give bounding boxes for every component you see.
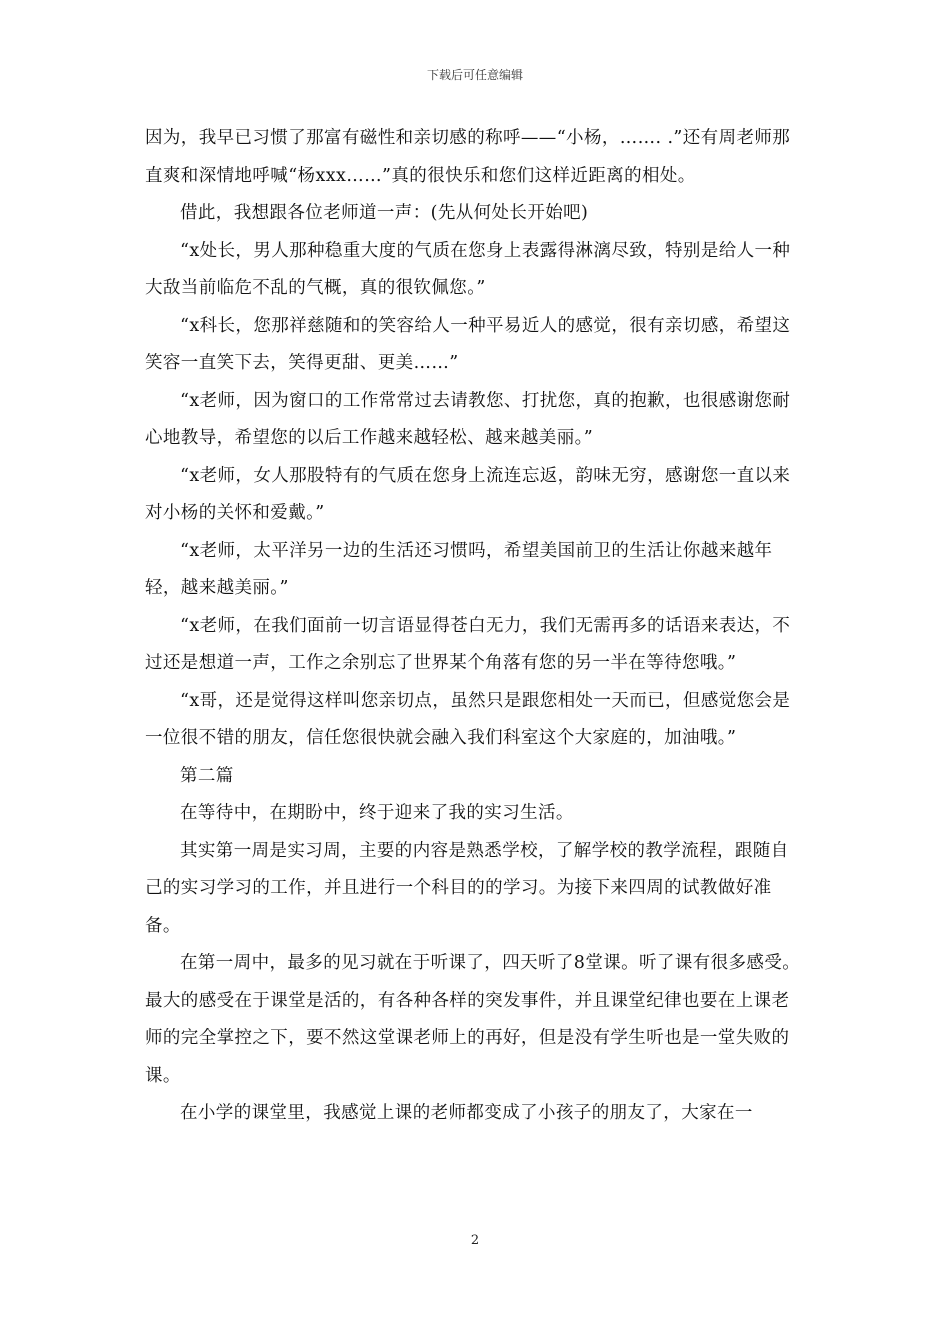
paragraph: 其实第一周是实习周，主要的内容是熟悉学校，了解学校的教学流程，跟随自己的实习学习的工作，并且进行一个科目的的学习。为接下来四周的试教做好准备。 xyxy=(145,840,789,936)
paragraph: “x老师，在我们面前一切言语显得苍白无力，我们无需再多的话语来表达，不过还是想道一声，工作之余别忘了世界某个角落有您的另一半在等待您哦。” xyxy=(145,615,791,673)
page-header: 下载后可任意编辑 xyxy=(426,68,523,82)
document-body xyxy=(145,120,805,1133)
section-heading: 第二篇 xyxy=(180,765,234,786)
paragraph: “x哥，还是觉得这样叫您亲切点，虽然只是跟您相处一天而已，但感觉您会是一位很不错的朋友，信任您很快就会融入我们科室这个大家庭的，加油哦。” xyxy=(145,690,791,748)
paragraph: 在等待中，在期盼中，终于迎来了我的实习生活。 xyxy=(180,803,574,823)
paragraph: “x老师，因为窗口的工作常常过去请教您、打扰您，真的抱歉，也很感谢您耐心地教导，希望您的以后工作越来越轻松、越来越美丽。” xyxy=(145,390,791,448)
paragraph: 在小学的课堂里，我感觉上课的老师都变成了小孩子的朋友了，大家在一 xyxy=(180,1103,753,1123)
paragraph: “x老师，太平洋另一边的生活还习惯吗，希望美国前卫的生活让你越来越年轻，越来越美丽。” xyxy=(145,540,773,598)
paragraph: “x科长，您那祥慈随和的笑容给人一种平易近人的感觉，很有亲切感，希望这笑容一直笑下去，笑得更甜、更美……” xyxy=(145,315,791,373)
paragraph: “x老师，女人那股特有的气质在您身上流连忘返，韵味无穷，感谢您一直以来对小杨的关怀和爱戴。” xyxy=(145,465,791,523)
paragraph: 借此，我想跟各位老师道一声：(先从何处长开始吧) xyxy=(180,203,589,223)
paragraph: “x处长，男人那种稳重大度的气质在您身上表露得淋漓尽致，特别是给人一种大敌当前临危不乱的气概，真的很钦佩您。” xyxy=(145,240,791,298)
paragraph: 在第一周中，最多的见习就在于听课了，四天听了8堂课。听了课有很多感受。最大的感受在于课堂是活的，有各种各样的突发事件，并且课堂纪律也要在上课老师的完全掌控之下，要不然这堂课老师上的再好，但是没有学生听也是一堂失败的课。 xyxy=(145,953,801,1086)
page-number: 2 xyxy=(470,1233,480,1248)
paragraph: 因为，我早已习惯了那富有磁性和亲切感的称呼——“小杨，……. .”还有周老师那直爽和深情地呼喊“杨xxx……”真的很快乐和您们这样近距离的相处。 xyxy=(145,128,791,186)
